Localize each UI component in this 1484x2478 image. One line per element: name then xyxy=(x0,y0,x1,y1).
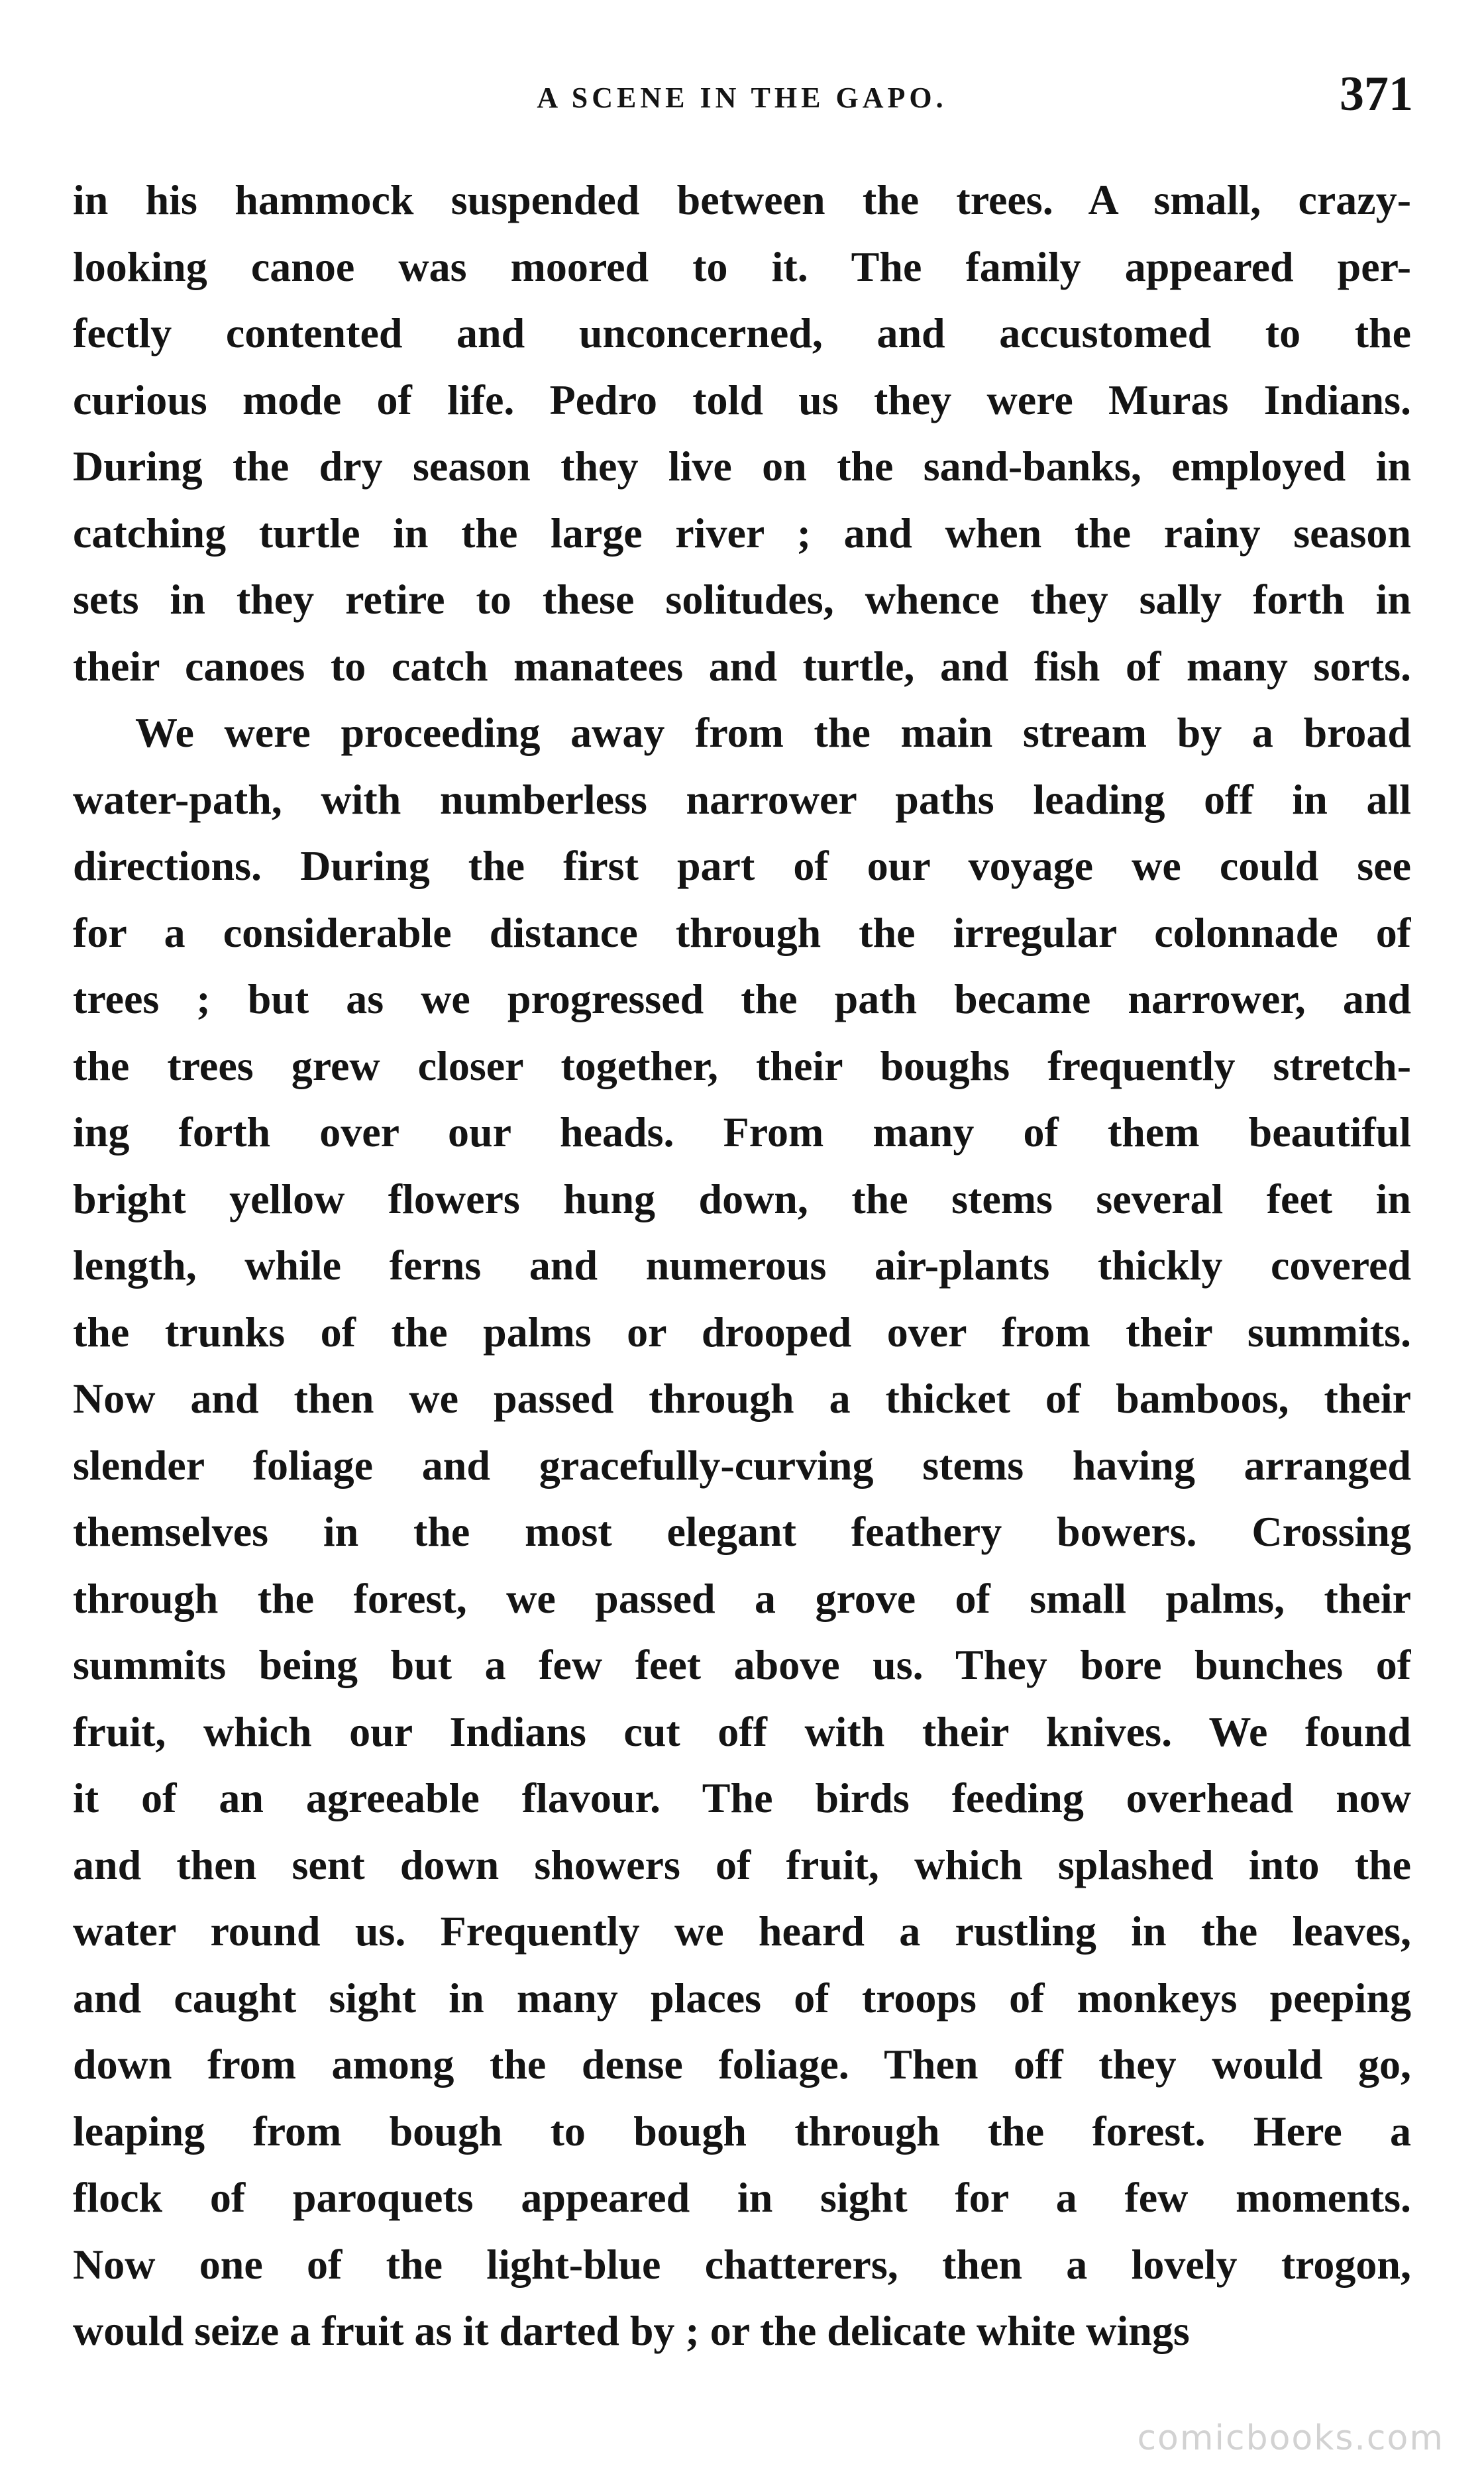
text-line: We were proceeding away from the main stream by a broad xyxy=(135,709,1411,756)
text-line: Now and then we passed through a thicket of bamboos, their xyxy=(73,1375,1411,1422)
text-line: directions. During the first part of our voyage we could see xyxy=(73,842,1411,889)
text-line: fectly contented and unconcerned, and accustomed to the xyxy=(73,309,1411,356)
text-line: ing forth over our heads. From many of them beautiful xyxy=(73,1108,1411,1156)
text-line: the trees grew closer together, their boughs frequently stretch- xyxy=(73,1042,1411,1089)
text-line: bright yellow flowers hung down, the stems several feet in xyxy=(73,1175,1411,1222)
text-line: through the forest, we passed a grove of small palms, their xyxy=(73,1574,1411,1622)
page-number: 371 xyxy=(1340,67,1413,121)
text-line: water round us. Frequently we heard a rustling in the leaves, xyxy=(73,1908,1411,1955)
text-line: down from among the dense foliage. Then off they would go, xyxy=(73,2041,1411,2088)
text-line: flock of paroquets appeared in sight for a few moments. xyxy=(73,2174,1411,2221)
text-line: fruit, which our Indians cut off with their knives. We found xyxy=(73,1707,1411,1755)
text-line: curious mode of life. Pedro told us they were Muras Indians. xyxy=(73,376,1411,423)
text-line: would seize a fruit as it darted by ; or the delicate white wings xyxy=(73,2307,1190,2354)
page-header xyxy=(0,66,1484,126)
text-line: slender foliage and gracefully-curving stems having arranged xyxy=(73,1441,1411,1489)
text-line: and caught sight in many places of troops of monkeys peeping xyxy=(73,1974,1411,2021)
text-line: in his hammock suspended between the trees. A small, crazy- xyxy=(73,176,1411,223)
text-line: sets in they retire to these solitudes, whence they sally forth in xyxy=(73,576,1411,623)
text-line: and then sent down showers of fruit, which splashed into the xyxy=(73,1841,1411,1888)
text-line: for a considerable distance through the irregular colonnade of xyxy=(73,908,1411,956)
watermark: comicbooks.com xyxy=(1137,2418,1444,2458)
body-text xyxy=(73,167,1411,2365)
text-line: length, while ferns and numerous air-plants thickly covered xyxy=(73,1242,1411,1289)
paragraph xyxy=(73,700,1411,2365)
text-line: the trunks of the palms or drooped over from their summits. xyxy=(73,1308,1411,1356)
text-line: leaping from bough to bough through the forest. Here a xyxy=(73,2107,1411,2155)
text-line: summits being but a few feet above us. They bore bunches of xyxy=(73,1641,1411,1688)
text-line: their canoes to catch manatees and turtle, and fish of many sorts. xyxy=(73,642,1411,690)
text-line: Now one of the light-blue chatterers, then a lovely trogon, xyxy=(73,2240,1411,2288)
text-line: it of an agreeable flavour. The birds feeding overhead now xyxy=(73,1774,1411,1821)
running-title: A SCENE IN THE GAPO. xyxy=(537,81,947,114)
text-line: catching turtle in the large river ; and when the rainy season xyxy=(73,509,1411,557)
text-line: looking canoe was moored to it. The family appeared per- xyxy=(73,242,1411,290)
text-line: water-path, with numberless narrower paths leading off in all xyxy=(73,775,1411,823)
text-line: themselves in the most elegant feathery bowers. Crossing xyxy=(73,1508,1411,1555)
text-line: During the dry season they live on the sand-banks, employed in xyxy=(73,443,1411,490)
text-line: trees ; but as we progressed the path became narrower, and xyxy=(73,975,1411,1022)
paragraph xyxy=(73,167,1411,700)
